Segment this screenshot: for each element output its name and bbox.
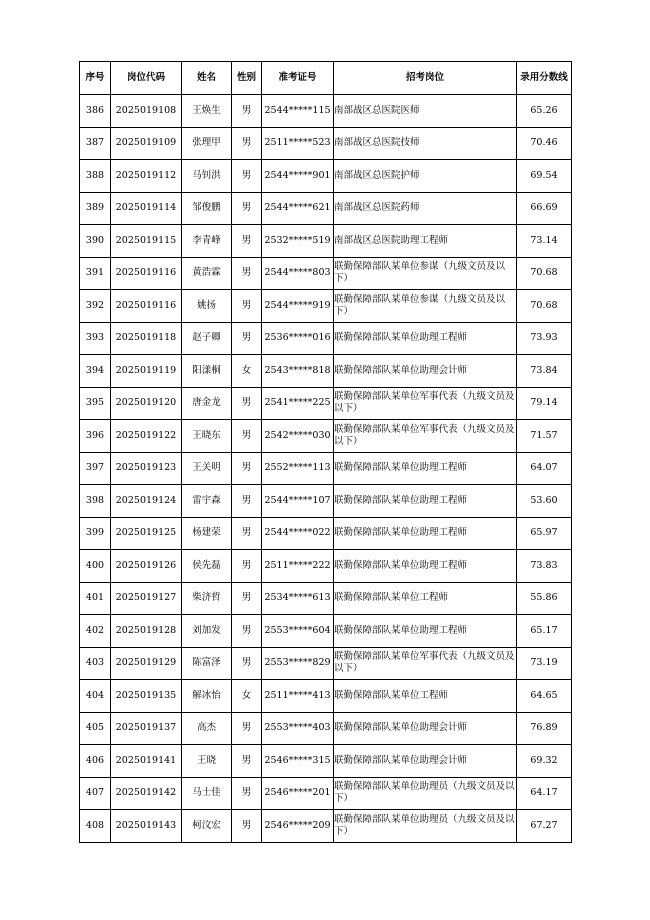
cell-post-code: 2025019142 <box>111 777 182 810</box>
table-row <box>80 192 572 225</box>
cell-post-code: 2025019129 <box>111 647 182 680</box>
cell-position: 联勤保障部队某单位军事代表（九级文员及以下） <box>334 420 517 453</box>
cell-score: 67.27 <box>517 810 572 843</box>
cell-name: 黄浩霖 <box>182 257 232 290</box>
cell-position: 联勤保障部队某单位助理工程师 <box>334 517 517 550</box>
table-row <box>80 517 572 550</box>
cell-exam-id: 2511*****523 <box>262 127 334 160</box>
cell-seq: 395 <box>80 387 111 420</box>
cell-gender: 男 <box>232 290 262 323</box>
cell-position: 联勤保障部队某单位助理会计师 <box>334 355 517 388</box>
cell-score: 65.17 <box>517 615 572 648</box>
cell-gender: 男 <box>232 647 262 680</box>
header-position: 招考岗位 <box>334 62 517 95</box>
cell-seq: 396 <box>80 420 111 453</box>
cell-name: 高杰 <box>182 712 232 745</box>
cell-position: 联勤保障部队某单位助理工程师 <box>334 322 517 355</box>
cell-post-code: 2025019137 <box>111 712 182 745</box>
table-row <box>80 322 572 355</box>
cell-seq: 386 <box>80 95 111 128</box>
cell-gender: 男 <box>232 322 262 355</box>
table-row <box>80 160 572 193</box>
cell-position: 联勤保障部队某单位助理会计师 <box>334 745 517 778</box>
cell-name: 解冰怡 <box>182 680 232 713</box>
cell-name: 王晓 <box>182 745 232 778</box>
cell-seq: 388 <box>80 160 111 193</box>
cell-seq: 387 <box>80 127 111 160</box>
cell-exam-id: 2544*****107 <box>262 485 334 518</box>
cell-post-code: 2025019141 <box>111 745 182 778</box>
header-post-code: 岗位代码 <box>111 62 182 95</box>
cell-gender: 男 <box>232 387 262 420</box>
header-name: 姓名 <box>182 62 232 95</box>
cell-position: 联勤保障部队某单位助理员（九级文员及以下） <box>334 810 517 843</box>
cell-gender: 男 <box>232 615 262 648</box>
cell-position: 联勤保障部队某单位工程师 <box>334 582 517 615</box>
cell-post-code: 2025019135 <box>111 680 182 713</box>
cell-name: 陈富泽 <box>182 647 232 680</box>
cell-post-code: 2025019122 <box>111 420 182 453</box>
cell-post-code: 2025019118 <box>111 322 182 355</box>
cell-position: 联勤保障部队某单位助理工程师 <box>334 485 517 518</box>
table-row <box>80 680 572 713</box>
header-score: 录用分数线 <box>517 62 572 95</box>
cell-seq: 408 <box>80 810 111 843</box>
table-row <box>80 95 572 128</box>
cell-exam-id: 2553*****403 <box>262 712 334 745</box>
cell-post-code: 2025019128 <box>111 615 182 648</box>
cell-score: 66.69 <box>517 192 572 225</box>
cell-name: 唐金龙 <box>182 387 232 420</box>
cell-name: 李青峰 <box>182 225 232 258</box>
cell-name: 柯汶宏 <box>182 810 232 843</box>
cell-exam-id: 2541*****225 <box>262 387 334 420</box>
cell-seq: 400 <box>80 550 111 583</box>
cell-post-code: 2025019123 <box>111 452 182 485</box>
table-row <box>80 485 572 518</box>
cell-position: 联勤保障部队某单位助理员（九级文员及以下） <box>334 777 517 810</box>
cell-seq: 397 <box>80 452 111 485</box>
cell-exam-id: 2544*****115 <box>262 95 334 128</box>
cell-exam-id: 2544*****803 <box>262 257 334 290</box>
cell-gender: 男 <box>232 160 262 193</box>
cell-seq: 393 <box>80 322 111 355</box>
cell-name: 柴济哲 <box>182 582 232 615</box>
cell-gender: 男 <box>232 517 262 550</box>
cell-exam-id: 2544*****901 <box>262 160 334 193</box>
cell-score: 73.14 <box>517 225 572 258</box>
cell-score: 64.65 <box>517 680 572 713</box>
cell-name: 侯先磊 <box>182 550 232 583</box>
cell-gender: 男 <box>232 225 262 258</box>
table-row <box>80 810 572 843</box>
cell-seq: 401 <box>80 582 111 615</box>
cell-position: 联勤保障部队某单位军事代表（九级文员及以下） <box>334 647 517 680</box>
cell-position: 南部战区总医院助理工程师 <box>334 225 517 258</box>
cell-exam-id: 2534*****613 <box>262 582 334 615</box>
cell-gender: 男 <box>232 712 262 745</box>
cell-position: 南部战区总医院护师 <box>334 160 517 193</box>
header-exam-id: 准考证号 <box>262 62 334 95</box>
cell-gender: 男 <box>232 777 262 810</box>
cell-name: 姚扬 <box>182 290 232 323</box>
table-row <box>80 615 572 648</box>
table-row <box>80 550 572 583</box>
cell-gender: 男 <box>232 582 262 615</box>
cell-seq: 391 <box>80 257 111 290</box>
table-row <box>80 387 572 420</box>
table-row <box>80 257 572 290</box>
cell-post-code: 2025019143 <box>111 810 182 843</box>
cell-name: 马钊洪 <box>182 160 232 193</box>
cell-post-code: 2025019116 <box>111 290 182 323</box>
cell-exam-id: 2546*****315 <box>262 745 334 778</box>
cell-score: 55.86 <box>517 582 572 615</box>
table-row <box>80 420 572 453</box>
cell-seq: 406 <box>80 745 111 778</box>
table-header-row <box>80 62 572 95</box>
cell-score: 64.17 <box>517 777 572 810</box>
cell-exam-id: 2546*****209 <box>262 810 334 843</box>
cell-seq: 398 <box>80 485 111 518</box>
cell-exam-id: 2511*****222 <box>262 550 334 583</box>
cell-gender: 男 <box>232 420 262 453</box>
cell-position: 南部战区总医院技师 <box>334 127 517 160</box>
cell-gender: 男 <box>232 95 262 128</box>
cell-position: 联勤保障部队某单位助理会计师 <box>334 712 517 745</box>
cell-exam-id: 2544*****022 <box>262 517 334 550</box>
cell-position: 南部战区总医院药师 <box>334 192 517 225</box>
cell-score: 73.93 <box>517 322 572 355</box>
cell-post-code: 2025019112 <box>111 160 182 193</box>
cell-score: 53.60 <box>517 485 572 518</box>
cell-post-code: 2025019114 <box>111 192 182 225</box>
header-gender: 性别 <box>232 62 262 95</box>
cell-score: 70.68 <box>517 257 572 290</box>
table-row <box>80 582 572 615</box>
cell-post-code: 2025019125 <box>111 517 182 550</box>
cell-score: 65.97 <box>517 517 572 550</box>
cell-gender: 男 <box>232 810 262 843</box>
cell-position: 联勤保障部队某单位助理工程师 <box>334 550 517 583</box>
cell-position: 南部战区总医院医师 <box>334 95 517 128</box>
table-row <box>80 355 572 388</box>
admission-score-table <box>79 61 572 843</box>
table-row <box>80 745 572 778</box>
cell-score: 70.68 <box>517 290 572 323</box>
cell-exam-id: 2544*****621 <box>262 192 334 225</box>
cell-score: 76.89 <box>517 712 572 745</box>
cell-exam-id: 2553*****604 <box>262 615 334 648</box>
cell-exam-id: 2546*****201 <box>262 777 334 810</box>
cell-post-code: 2025019120 <box>111 387 182 420</box>
header-seq: 序号 <box>80 62 111 95</box>
cell-seq: 405 <box>80 712 111 745</box>
cell-score: 73.84 <box>517 355 572 388</box>
cell-score: 64.07 <box>517 452 572 485</box>
cell-gender: 男 <box>232 192 262 225</box>
cell-name: 杨建荣 <box>182 517 232 550</box>
cell-score: 71.57 <box>517 420 572 453</box>
cell-gender: 女 <box>232 355 262 388</box>
cell-score: 65.26 <box>517 95 572 128</box>
cell-exam-id: 2511*****413 <box>262 680 334 713</box>
table-body <box>80 95 572 843</box>
cell-post-code: 2025019124 <box>111 485 182 518</box>
cell-seq: 399 <box>80 517 111 550</box>
cell-post-code: 2025019116 <box>111 257 182 290</box>
cell-exam-id: 2544*****919 <box>262 290 334 323</box>
cell-exam-id: 2536*****016 <box>262 322 334 355</box>
cell-gender: 男 <box>232 745 262 778</box>
cell-name: 马士佳 <box>182 777 232 810</box>
table-row <box>80 777 572 810</box>
cell-exam-id: 2543*****818 <box>262 355 334 388</box>
cell-position: 联勤保障部队某单位参谋（九级文员及以下） <box>334 257 517 290</box>
table-row <box>80 290 572 323</box>
cell-position: 联勤保障部队某单位助理工程师 <box>334 452 517 485</box>
cell-position: 联勤保障部队某单位参谋（九级文员及以下） <box>334 290 517 323</box>
table-row <box>80 452 572 485</box>
cell-post-code: 2025019108 <box>111 95 182 128</box>
cell-score: 73.83 <box>517 550 572 583</box>
cell-seq: 394 <box>80 355 111 388</box>
cell-name: 雷宇森 <box>182 485 232 518</box>
cell-score: 69.54 <box>517 160 572 193</box>
cell-score: 73.19 <box>517 647 572 680</box>
cell-post-code: 2025019109 <box>111 127 182 160</box>
cell-name: 邹俊鹏 <box>182 192 232 225</box>
table-row <box>80 647 572 680</box>
cell-gender: 男 <box>232 257 262 290</box>
cell-seq: 403 <box>80 647 111 680</box>
cell-exam-id: 2553*****829 <box>262 647 334 680</box>
table-row <box>80 712 572 745</box>
cell-score: 79.14 <box>517 387 572 420</box>
cell-post-code: 2025019119 <box>111 355 182 388</box>
cell-gender: 男 <box>232 550 262 583</box>
table-row <box>80 127 572 160</box>
cell-seq: 407 <box>80 777 111 810</box>
cell-gender: 男 <box>232 127 262 160</box>
cell-gender: 女 <box>232 680 262 713</box>
cell-name: 王焕生 <box>182 95 232 128</box>
cell-name: 张理甲 <box>182 127 232 160</box>
cell-seq: 392 <box>80 290 111 323</box>
cell-name: 王晓东 <box>182 420 232 453</box>
cell-score: 69.32 <box>517 745 572 778</box>
cell-exam-id: 2532*****519 <box>262 225 334 258</box>
cell-gender: 男 <box>232 485 262 518</box>
cell-position: 联勤保障部队某单位军事代表（九级文员及以下） <box>334 387 517 420</box>
cell-exam-id: 2542*****030 <box>262 420 334 453</box>
cell-gender: 男 <box>232 452 262 485</box>
cell-position: 联勤保障部队某单位工程师 <box>334 680 517 713</box>
cell-seq: 389 <box>80 192 111 225</box>
cell-name: 王关明 <box>182 452 232 485</box>
cell-post-code: 2025019127 <box>111 582 182 615</box>
cell-post-code: 2025019126 <box>111 550 182 583</box>
cell-seq: 404 <box>80 680 111 713</box>
cell-name: 赵子卿 <box>182 322 232 355</box>
cell-seq: 390 <box>80 225 111 258</box>
cell-post-code: 2025019115 <box>111 225 182 258</box>
cell-name: 刘加发 <box>182 615 232 648</box>
cell-position: 联勤保障部队某单位助理工程师 <box>334 615 517 648</box>
cell-exam-id: 2552*****113 <box>262 452 334 485</box>
cell-seq: 402 <box>80 615 111 648</box>
table-row <box>80 225 572 258</box>
cell-name: 阳漾桐 <box>182 355 232 388</box>
cell-score: 70.46 <box>517 127 572 160</box>
